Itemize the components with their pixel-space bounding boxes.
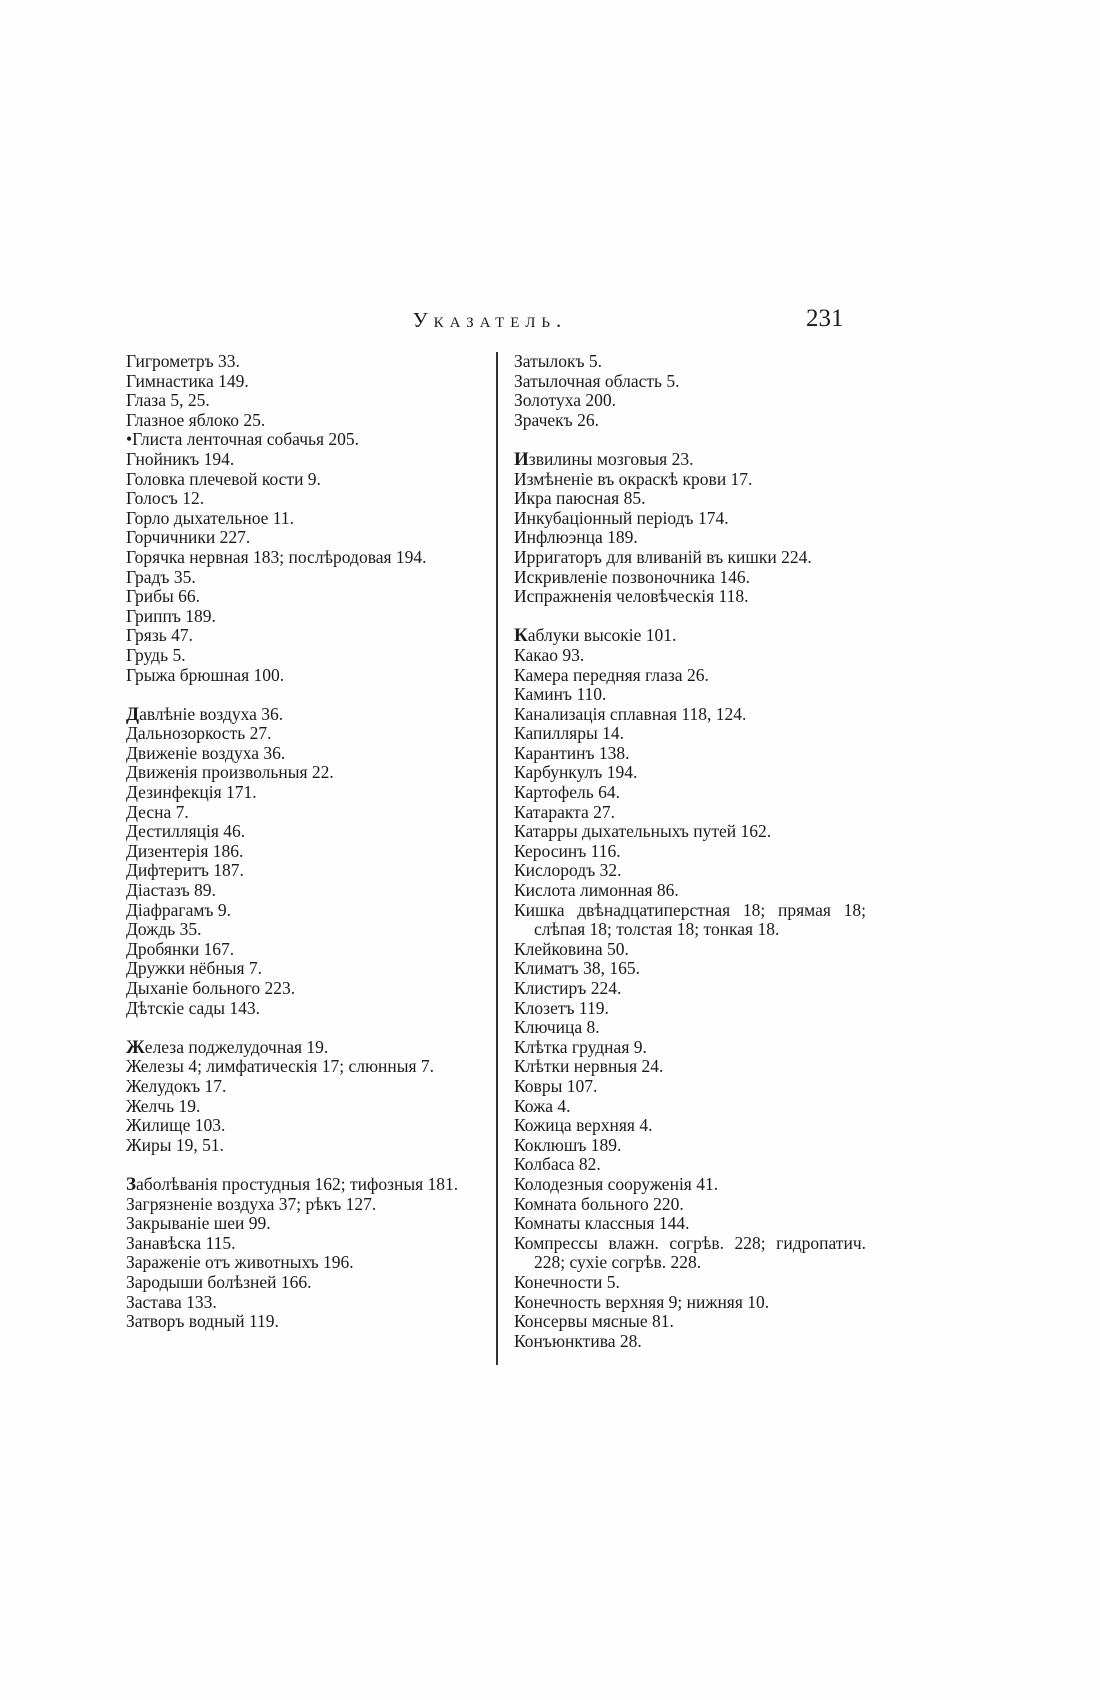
index-entry: Коклюшъ 189. — [514, 1134, 622, 1155]
index-entry: Горячка нервная 183; послѣродовая 194. — [126, 546, 427, 567]
index-entry: Дождь 35. — [126, 919, 202, 940]
index-entry: Конечность верхняя 9; нижняя 10. — [514, 1291, 770, 1312]
index-letter-group — [514, 626, 866, 1351]
index-entry: Дифтеритъ 187. — [126, 860, 244, 881]
index-entry: Каблуки высокіе 101. — [514, 625, 677, 647]
index-entry: Конечности 5. — [514, 1271, 620, 1292]
index-entry: Карантинъ 138. — [514, 742, 630, 763]
index-entry: Движенія произвольныя 22. — [126, 762, 334, 783]
index-entry: Катаракта 27. — [514, 801, 616, 822]
index-entry: Кожица верхняя 4. — [514, 1115, 653, 1136]
index-entry: Ключица 8. — [514, 1017, 600, 1038]
index-entry: Клейковина 50. — [514, 938, 629, 959]
index-entry: Золотуха 200. — [514, 390, 616, 411]
index-entry: Дыханіе больного 223. — [126, 978, 296, 998]
index-entry: Икра паюсная 85. — [514, 488, 646, 509]
index-entry: Голосъ 12. — [126, 488, 205, 509]
index-entry: Гигрометръ 33. — [126, 351, 240, 371]
index-entry: Комнаты классныя 144. — [514, 1213, 690, 1234]
index-entry: Каминъ 110. — [514, 684, 607, 705]
index-entry: Діастазъ 89. — [126, 880, 216, 901]
index-entry: Конъюнктива 28. — [514, 1330, 642, 1351]
index-letter-group — [514, 352, 866, 430]
index-entry: Горчичники 227. — [126, 527, 251, 548]
index-entry: Дестилляція 46. — [126, 821, 246, 842]
index-entry: Инфлюэнца 189. — [514, 527, 638, 548]
index-entry: Глазное яблоко 25. — [126, 409, 266, 430]
index-entry: Діафрагамъ 9. — [126, 899, 231, 920]
index-entry: Клозетъ 119. — [514, 997, 609, 1018]
index-entry: Жиры 19, 51. — [126, 1134, 225, 1155]
index-entry: Капилляры 14. — [514, 723, 624, 744]
index-entry: Ковры 107. — [514, 1075, 598, 1096]
index-entry: Затылочная область 5. — [514, 370, 680, 391]
index-entry: Зрачекъ 26. — [514, 409, 599, 430]
index-letter-group — [126, 1175, 472, 1332]
index-entry: Гриппъ 189. — [126, 605, 216, 626]
index-entry: Колодезныя сооруженія 41. — [514, 1173, 719, 1194]
index-entry: Консервы мясные 81. — [514, 1311, 674, 1332]
index-entry: Застава 133. — [126, 1291, 217, 1312]
index-entry: Градъ 35. — [126, 566, 196, 587]
running-title: Указатель. — [412, 308, 568, 332]
index-entry: Зародыши болѣзней 166. — [126, 1271, 312, 1292]
index-entry: Дробянки 167. — [126, 938, 235, 959]
index-entry: Инкубаціонный періодъ 174. — [514, 507, 729, 528]
index-entry: Железы 4; лимфатическія 17; слюнныя 7. — [126, 1056, 435, 1077]
index-entry: Катарры дыхательныхъ путей 162. — [514, 821, 772, 842]
index-entry: Затылокъ 5. — [514, 351, 603, 371]
index-entry: Канализація сплавная 118, 124. — [514, 703, 747, 724]
index-entry: Зараженіе отъ животныхъ 196. — [126, 1252, 354, 1273]
index-entry: Головка плечевой кости 9. — [126, 468, 321, 489]
index-entry: Искривленіе позвоночника 146. — [514, 566, 751, 587]
index-entry: Картофель 64. — [514, 782, 620, 803]
index-entry: Гнойникъ 194. — [126, 448, 235, 469]
index-entry: Климатъ 38, 165. — [514, 958, 640, 979]
index-entry: Закрываніе шеи 99. — [126, 1213, 271, 1234]
index-letter-group — [126, 705, 472, 1019]
index-entry: Грыжа брюшная 100. — [126, 664, 285, 685]
index-letter-group — [126, 352, 472, 685]
index-entry: Грязь 47. — [126, 625, 193, 646]
index-entry: Измѣненіе въ окраскѣ крови 17. — [514, 468, 753, 489]
index-entry: Клистиръ 224. — [514, 978, 622, 998]
index-letter-group — [514, 450, 866, 607]
index-entry: Компрессы влажн. согрѣв. 228; гидропатич. 228; сухіе согрѣв. 228. — [514, 1232, 866, 1273]
index-entry: Глаза 5, 25. — [126, 390, 210, 411]
column-divider — [496, 352, 498, 1365]
index-entry: Загрязненіе воздуха 37; рѣкъ 127. — [126, 1193, 377, 1214]
index-entry: Дѣтскіе сады 143. — [126, 997, 260, 1018]
index-entry: Керосинъ 116. — [514, 840, 621, 861]
index-entry: Камера передняя глаза 26. — [514, 664, 709, 685]
index-entry: Желчь 19. — [126, 1095, 201, 1116]
index-entry: Комната больного 220. — [514, 1193, 684, 1214]
index-entry: Дальнозоркость 27. — [126, 723, 272, 744]
index-entry: Десна 7. — [126, 801, 189, 822]
index-entry: Горло дыхательное 11. — [126, 507, 295, 528]
index-entry: Колбаса 82. — [514, 1154, 601, 1175]
index-entry: Кислородъ 32. — [514, 860, 622, 881]
index-letter-group — [126, 1038, 472, 1156]
index-entry: Испражненія человѣческія 118. — [514, 586, 749, 607]
index-entry: Жилище 103. — [126, 1115, 226, 1136]
index-entry: Ирригаторъ для вливаній въ кишки 224. — [514, 546, 812, 567]
index-entry: Дизентерія 186. — [126, 840, 244, 861]
index-entry: Занавѣска 115. — [126, 1232, 236, 1253]
index-entry: Клѣтки нервныя 24. — [514, 1056, 664, 1077]
index-column-left — [126, 352, 472, 1332]
index-entry: Карбункулъ 194. — [514, 762, 638, 783]
index-entry: Затворъ водный 119. — [126, 1311, 279, 1332]
index-entry: Грудь 5. — [126, 644, 186, 665]
index-entry: Кислота лимонная 86. — [514, 880, 679, 901]
index-entry: Кожа 4. — [514, 1095, 571, 1116]
index-entry: Железа поджелудочная 19. — [126, 1036, 329, 1058]
index-column-right — [514, 352, 866, 1351]
index-entry: Заболѣванія простудныя 162; тифозныя 181. — [126, 1173, 459, 1195]
index-entry: Какао 93. — [514, 644, 585, 665]
index-entry: •Глиста ленточная собачья 205. — [126, 429, 360, 450]
index-entry: Извилины мозговыя 23. — [514, 448, 694, 470]
index-entry: Давлѣніе воздуха 36. — [126, 703, 284, 725]
index-entry: Грибы 66. — [126, 586, 201, 607]
page-number: 231 — [806, 305, 844, 332]
index-entry: Движеніе воздуха 36. — [126, 742, 286, 763]
index-entry: Гимнастика 149. — [126, 370, 249, 391]
index-entry: Дружки нёбныя 7. — [126, 958, 263, 979]
index-entry: Дезинфекція 171. — [126, 782, 257, 803]
index-entry: Клѣтка грудная 9. — [514, 1036, 647, 1057]
index-entry: Желудокъ 17. — [126, 1075, 227, 1096]
index-entry: Кишка двѣнадцатиперстная 18; прямая 18; слѣпая 18; толстая 18; тонкая 18. — [514, 899, 866, 940]
